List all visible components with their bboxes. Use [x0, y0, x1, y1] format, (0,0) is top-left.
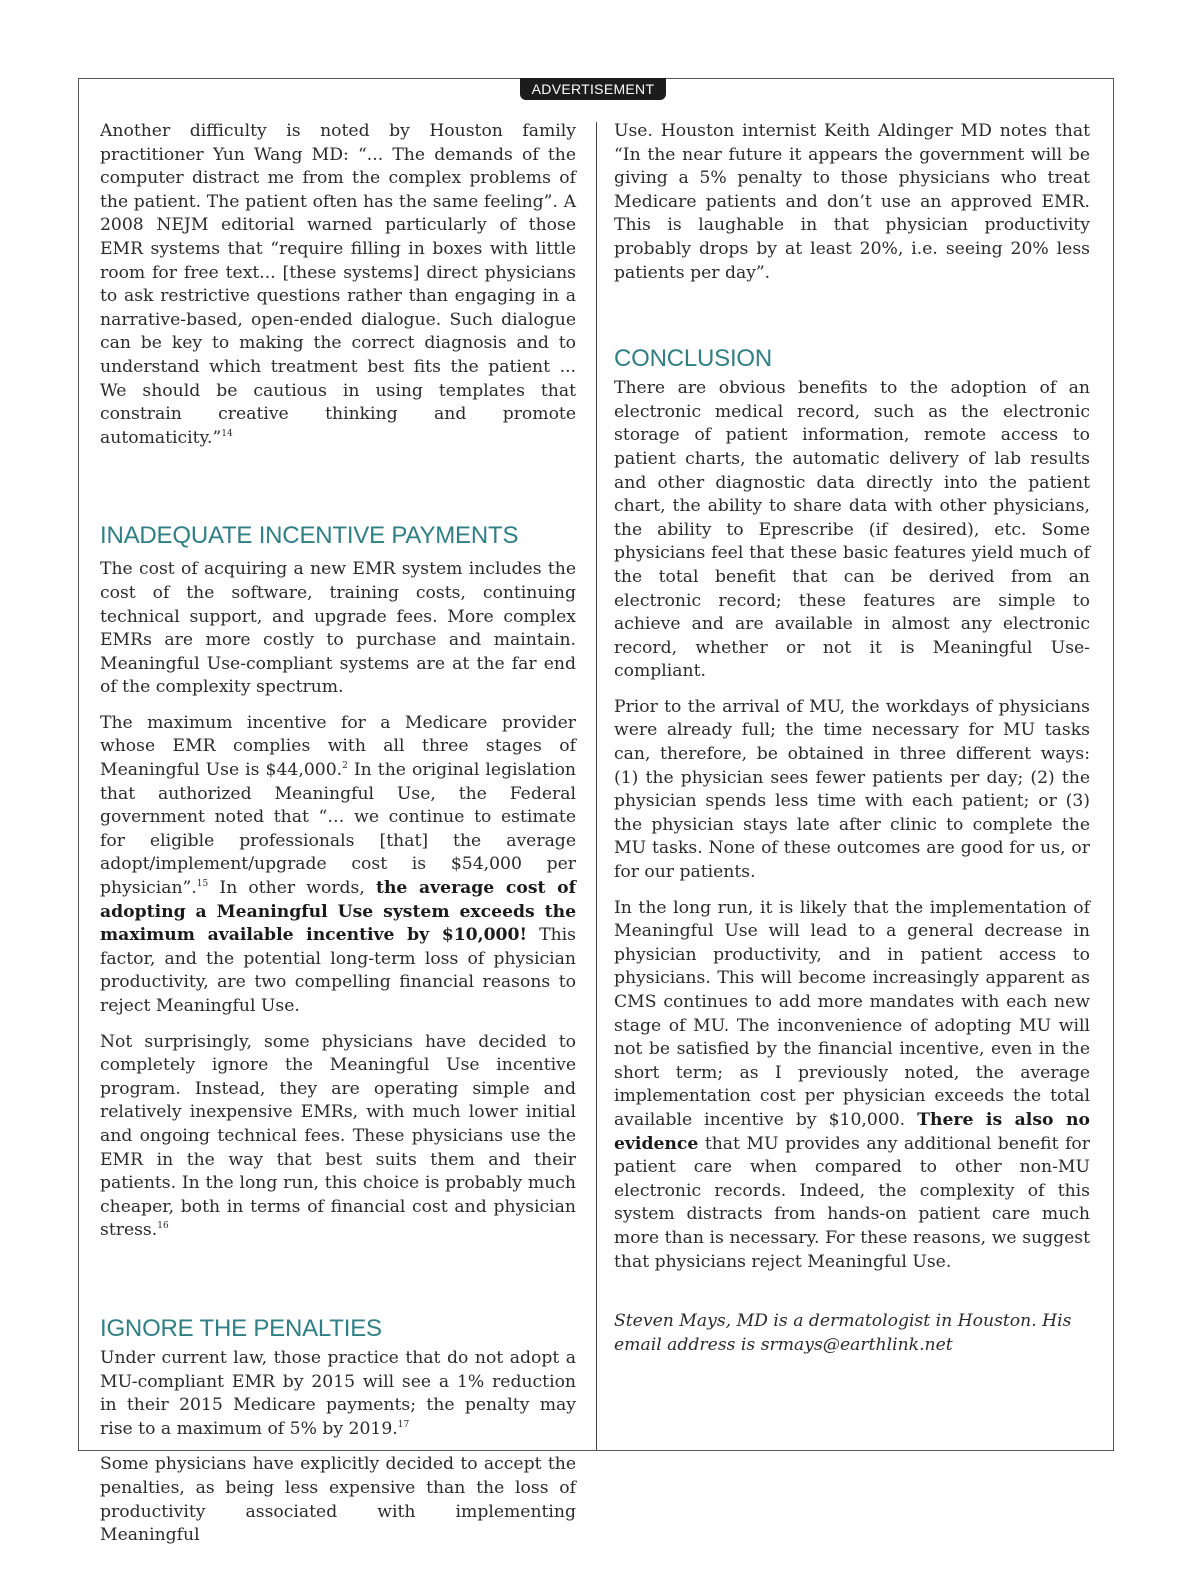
paragraph-text: Not surprisingly, some physicians have decided to completely ignore the Meaningful Use incentive program. Instead, they are operating simple and relatively inexpensive EMRs, with much lower initial and ongoing technical fees. These physicians use the EMR in the way that best suits them and their patients. In the long run, this choice is probably much cheaper, both in terms of financial cost and physician stress.	[100, 1031, 576, 1241]
paragraph-text: that MU provides any additional benefit for patient care when compared to other non-MU electronic records. Indeed, the complexity of this system distracts from hands-on patient care much more than is necessary. For these reasons, we suggest that physicians reject Meaningful Use.	[614, 1133, 1090, 1272]
left-column	[100, 120, 576, 1560]
paragraph-text: Under current law, those practice that do not adopt a MU-compliant EMR by 2015 will see a 1% reduction in their 2015 Medicare payments; the penalty may rise to a maximum of 5% by 2019.	[100, 1347, 576, 1439]
paragraph	[100, 1347, 576, 1441]
footnote-ref: 16	[157, 1221, 169, 1232]
footnote-ref: 2	[342, 761, 348, 772]
paragraph-text: Another difficulty is noted by Houston family practitioner Yun Wang MD: “... The demands of the computer distract me from the complex problems of the patient. The patient often has the same feeling”. A 2008 NEJM editorial warned particularly of those EMR systems that “require filling in boxes with little room for free text... [these systems] direct physicians to ask restrictive questions rather than engaging in a narrative-based, open-ended dialogue. Such dialogue can be key to making the correct diagnosis and to understand which treatment best fits the patient ... We should be cautious in using templates that constrain creative thinking and promote automaticity.”	[100, 121, 576, 448]
paragraph	[100, 712, 576, 1019]
paragraph: Some physicians have explicitly decided to accept the penalties, as being less expensive than the loss of productivity associated with implementing Meaningful	[100, 1454, 576, 1546]
paragraph	[100, 1031, 576, 1243]
paragraph-text: In other words,	[208, 878, 376, 899]
paragraph-text: In the long run, it is likely that the implementation of Meaningful Use will lead to a general decrease in physician productivity, and in patient access to physicians. This will become increasingly apparent as CMS continues to add more mandates with each new stage of MU. The inconvenience of adopting MU will not be satisfied by the financial incentive, even in the short term; as I previously noted, the average implementation cost per physician exceeds the total available incentive by $10,000.	[614, 897, 1090, 1130]
author-signature: Steven Mays, MD is a dermatologist in Houston. His email address is srmays@earthlink.net	[614, 1311, 1072, 1355]
footnote-ref: 15	[196, 879, 209, 890]
paragraph-text: The maximum incentive for a Medicare provider whose EMR complies with all three stages of Meaningful Use is $44,000.	[100, 712, 576, 781]
advertisement-label: ADVERTISEMENT	[520, 78, 666, 100]
section-heading-incentive: INADEQUATE INCENTIVE PAYMENTS	[100, 522, 519, 550]
paragraph: There are obvious benefits to the adoption of an electronic medical record, such as the electronic storage of patient information, remote access to patient charts, the automatic delivery of lab results and other diagnostic data directly into the patient chart, the ability to share data with other physicians, the ability to Eprescribe (if desired), etc. Some physicians feel that these basic features yield much of the total benefit that can be derived from an electronic record; these features are simple to achieve and are available in almost any electronic record, whether or not it is Meaningful Use-compliant.	[614, 378, 1090, 682]
emphasis-text: There is also no evidence	[614, 1109, 1090, 1154]
column-divider	[596, 122, 597, 1450]
paragraph-text: This factor, and the potential long-term loss of physician productivity, are two compelling financial reasons to reject Meaningful Use.	[100, 925, 576, 1016]
paragraph: Prior to the arrival of MU, the workdays of physicians were already full; the time necessary for MU tasks can, therefore, be obtained in three different ways: (1) the physician sees fewer patients per day; (2) the physician spends less time with each patient; or (3) the physician stays late after clinic to complete the MU tasks. None of these outcomes are good for us, or for our patients.	[614, 696, 1090, 883]
section-heading-conclusion: CONCLUSION	[614, 345, 773, 373]
emphasis-text: the average cost of adopting a Meaningful Use system exceeds the maximum available incentive by $10,000!	[100, 878, 576, 946]
paragraph-text: In the original legislation that authorized Meaningful Use, the Federal government noted that “… we continue to estimate for eligible professionals [that] the average adopt/implement/upgrade cost is $54,000 per physician”.	[100, 760, 576, 899]
footnote-ref: 17	[397, 1419, 410, 1430]
paragraph	[614, 897, 1090, 1275]
paragraph	[100, 120, 576, 450]
section-heading-penalties: IGNORE THE PENALTIES	[100, 1314, 382, 1342]
footnote-ref: 14	[221, 428, 233, 439]
right-column	[614, 120, 1090, 1369]
paragraph: The cost of acquiring a new EMR system includes the cost of the software, training costs, continuing technical support, and upgrade fees. More complex EMRs are more costly to purchase and maintain. Meaningful Use-compliant systems are at the far end of the complexity spectrum.	[100, 559, 576, 698]
paragraph: Use. Houston internist Keith Aldinger MD notes that “In the near future it appears the government will be giving a 5% penalty to those physicians who treat Medicare patients and don’t use an approved EMR. This is laughable in that physician productivity probably drops by at least 20%, i.e. seeing 20% less patients per day”.	[614, 121, 1090, 283]
